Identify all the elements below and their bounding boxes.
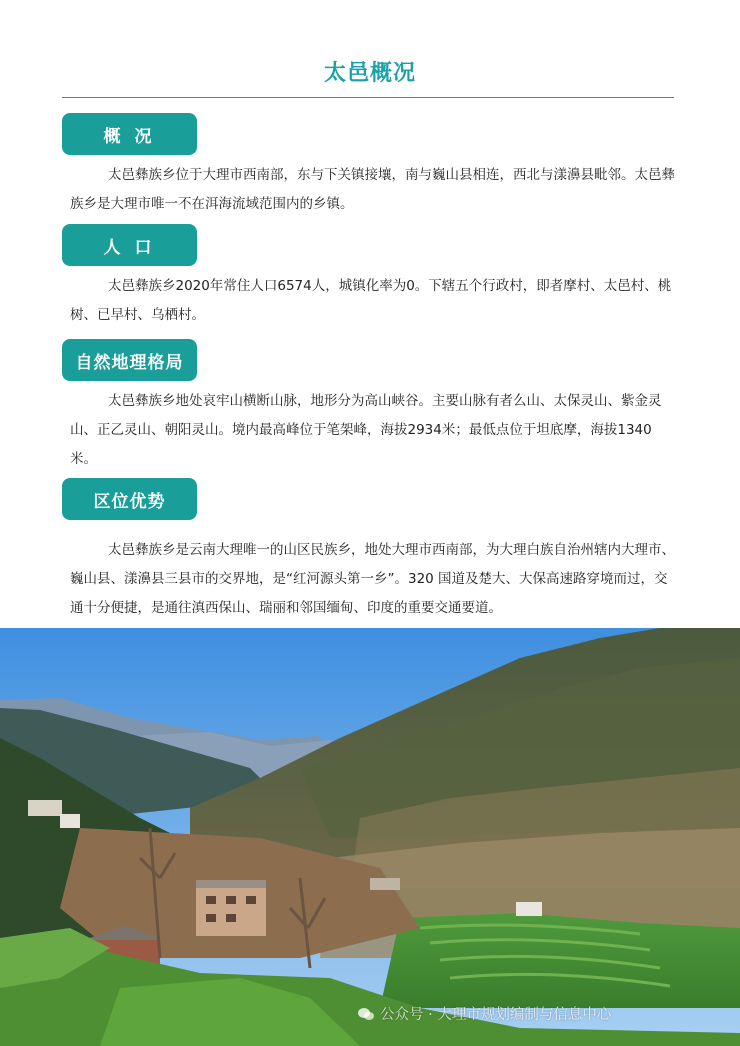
title-divider — [62, 97, 674, 98]
wechat-icon — [358, 1007, 374, 1021]
section-heading-location: 区位优势 — [62, 478, 197, 520]
section-paragraph-geography: 太邑彝族乡地处哀牢山横断山脉，地形分为高山峡谷。主要山脉有者么山、太保灵山、紫金灵山、正乙灵山、朝阳灵山。境内最高峰位于笔架峰，海拔2934米；最低点位于坦底摩，海拔1340米。 — [70, 393, 662, 467]
section-heading-overview: 概 况 — [62, 113, 197, 155]
section-paragraph-overview: 太邑彝族乡位于大理市西南部，东与下关镇接壤，南与巍山县相连，西北与漾濞县毗邻。太邑彝族乡是大理市唯一不在洱海流域范围内的乡镇。 — [70, 167, 675, 212]
section-paragraph-population: 太邑彝族乡2020年常住人口6574人，城镇化率为0。下辖五个行政村，即者摩村、太邑村、桃树、已早村、乌栖村。 — [70, 278, 672, 323]
section-heading-geography: 自然地理格局 — [62, 339, 197, 381]
landscape-photo — [0, 628, 740, 1046]
section-heading-population: 人 口 — [62, 224, 197, 266]
watermark-text: 公众号 · 大理市规划编制与信息中心 — [380, 1007, 612, 1023]
page-title: 太邑概况 — [323, 61, 416, 86]
section-paragraph-location: 太邑彝族乡是云南大理唯一的山区民族乡，地处大理市西南部，为大理白族自治州辖内大理市、巍山县、漾濞县三县市的交界地，是“红河源头第一乡”。320 国道及楚大、大保高速路穿境而过，交通十分便捷，是通往滇西保山、瑞丽和邻国缅甸、印度的重要交通要道。 — [70, 542, 675, 616]
watermark — [358, 1003, 611, 1024]
